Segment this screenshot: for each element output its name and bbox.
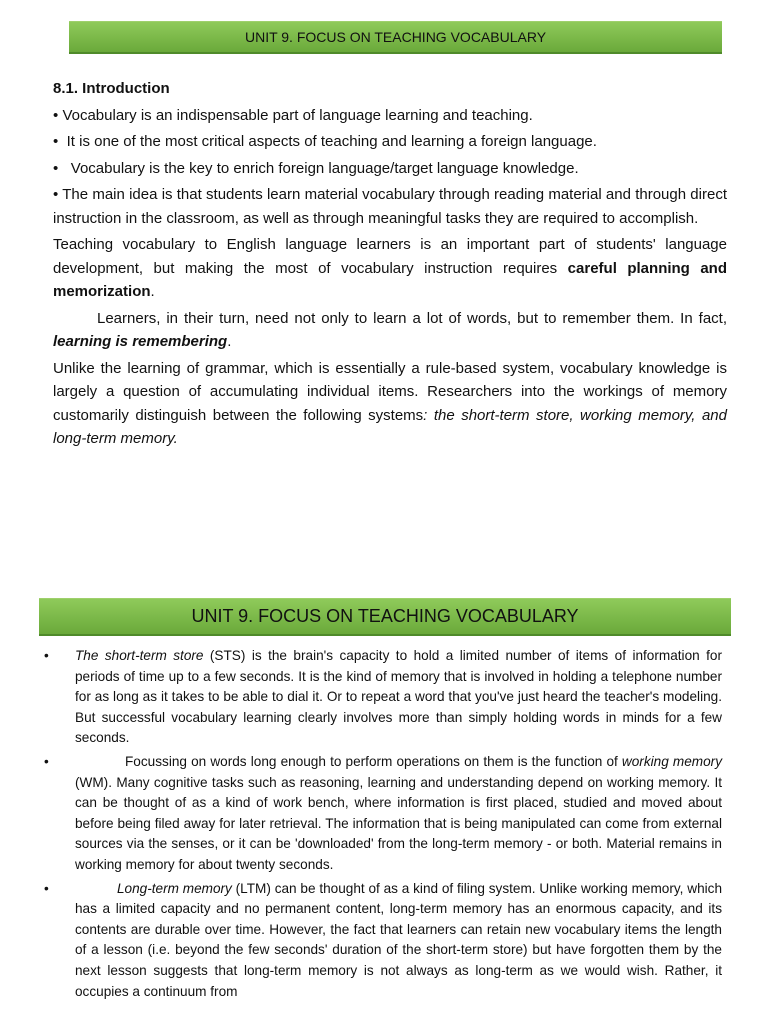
bullet-2 — [53, 130, 727, 154]
bullet-1 — [53, 104, 727, 128]
paragraph-text: Learners, in their turn, need not only to learn a lot of words, but to remember them. In fact, — [97, 309, 727, 327]
bullet-short-term-store — [44, 646, 722, 749]
bullet-3 — [53, 157, 727, 181]
bold-phrase: careful planning and memorization — [53, 259, 728, 300]
bullet-text: Focussing on words long enough to perform operations on them is the function of — [125, 753, 622, 769]
bullet-symbol: • — [53, 186, 59, 203]
slide2-title: UNIT 9. FOCUS ON TEACHING VOCABULARY — [191, 606, 579, 626]
paragraph-memory — [53, 357, 727, 451]
bullet-working-memory — [44, 752, 722, 876]
bullet-symbol: • — [44, 648, 49, 663]
bullet-symbol: • — [53, 106, 59, 124]
bullet-long-term-memory — [44, 879, 722, 1003]
slide1-title-banner — [69, 21, 722, 54]
paragraph-end: . — [150, 283, 155, 300]
bullet-text: Vocabulary is the key to enrich foreign language/target language knowledge. — [70, 159, 579, 177]
italic-phrase: : the short-term store, working memory, and long-term memory. — [53, 406, 727, 447]
bullet-text: It is one of the most critical aspects of teaching and learning a foreign language. — [66, 133, 597, 150]
slide1-body — [53, 77, 727, 454]
italic-term: Long-term memory — [117, 880, 232, 896]
slide1-title: UNIT 9. FOCUS ON TEACHING VOCABULARY — [244, 29, 547, 45]
bullet-text: Vocabulary is an indispensable part of language learning and teaching. — [62, 106, 533, 124]
bullet-text: (STS) is the brain's capacity to hold a limited number of items of information for periods of time up to a few seconds. It is the kind of memory that is involved in holding a telephone number for as long as it takes to be able to dial it. Or to repeat a word that you've just heard the teacher's modeling. But successful vocabulary learning clearly involves more than simply holding words in minds for a few seconds. — [75, 648, 722, 746]
paragraph-learners — [53, 307, 727, 354]
paragraph-text: Teaching vocabulary to English language learners is an important part of students' language development, but making the most of vocabulary instruction requires — [53, 236, 727, 277]
bullet-text: (WM). Many cognitive tasks such as reasoning, learning and understanding depend on working memory. It can be thought of as a kind of work bench, where information is first placed, studied and moved about before being filed away for later retrieval. The information that is being manipulated can come from external sources via the senses, or it can be 'downloaded' from the long-term memory - or both. Material remains in working memory for about twenty seconds. — [75, 774, 722, 872]
italic-term: The short-term store — [75, 648, 204, 663]
slide2-body — [44, 646, 722, 1005]
bullet-text: The main idea is that students learn material vocabulary through reading material and through direct instruction in the classroom, as well as through meaningful tasks they are required to accomplish. — [53, 186, 727, 227]
paragraph-end: . — [227, 333, 232, 350]
paragraph-text: Unlike the learning of grammar, which is essentially a rule-based system, vocabulary knowledge is largely a question of accumulating individual items. Researchers into the workings of memory customarily distinguish between the following systems — [53, 359, 727, 424]
bullet-symbol: • — [53, 133, 59, 150]
slide2-title-banner — [39, 598, 731, 636]
italic-term: working memory — [621, 753, 722, 769]
bold-italic-phrase: learning is remembering — [53, 333, 228, 350]
bullet-symbol: • — [44, 753, 49, 769]
bullet-text: (LTM) can be thought of as a kind of filing system. Unlike working memory, which has a limited capacity and no permanent content, long-term memory has an enormous capacity, and its contents are durable over time. However, the fact that learners can retain new vocabulary items the length of a lesson (i.e. beyond the few seconds' duration of the short-term store) but have forgotten them by the next lesson suggests that long-term memory is not always as long-term as we would wish. Rather, it occupies a continuum from — [75, 880, 723, 999]
bullet-symbol: • — [44, 880, 49, 896]
paragraph-teaching — [53, 233, 727, 304]
bullet-4 — [53, 183, 727, 230]
section-heading: 8.1. Introduction — [53, 80, 170, 97]
bullet-symbol: • — [53, 159, 59, 177]
